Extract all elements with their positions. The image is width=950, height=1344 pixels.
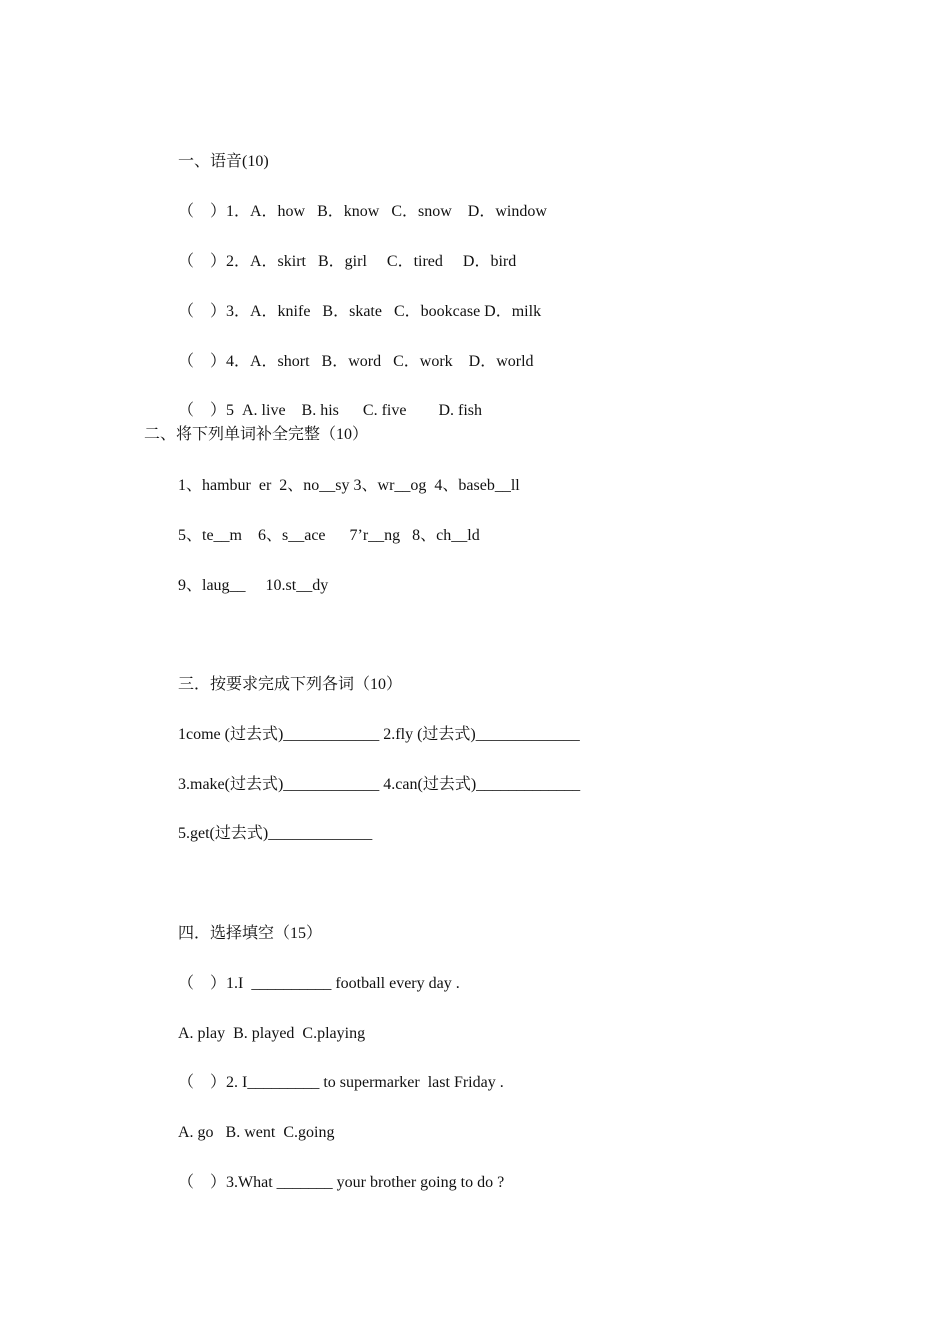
section3-heading: 三．按要求完成下列各词（10） bbox=[178, 676, 403, 693]
section2-line-3: 9、laug__ 10.st__dy bbox=[178, 577, 329, 594]
section3-line-2: 3.make(过去式)____________ 4.can(过去式)_____________ bbox=[178, 776, 581, 793]
section1-question-2: （ ）2．A．skirt B．girl C．tired D．bird bbox=[178, 253, 517, 270]
section4-question-1: （ ）1.I __________ football every day . bbox=[178, 975, 460, 992]
section4-heading: 四．选择填空（15） bbox=[178, 925, 323, 942]
section1-question-5: （ ）5 A. live B. his C. five D. fish bbox=[178, 402, 482, 419]
section2-line-1: 1、hambur er 2、no__sy 3、wr__og 4、baseb__ll bbox=[178, 477, 520, 494]
section1-question-1: （ ）1．A．how B．know C．snow D．window bbox=[178, 203, 547, 220]
section1-question-4: （ ）4．A．short B．word C．work D．world bbox=[178, 353, 534, 370]
section4-question-3: （ ）3.What _______ your brother going to do ? bbox=[178, 1174, 505, 1191]
section2-heading: 二、将下列单词补全完整（10） bbox=[144, 426, 369, 443]
section3-line-1: 1come (过去式)____________ 2.fly (过去式)_____________ bbox=[178, 726, 580, 743]
section1-heading: 一、语音(10) bbox=[178, 153, 269, 170]
section4-question-2: （ ）2. I_________ to supermarker last Friday . bbox=[178, 1074, 504, 1091]
section4-options-2: A. go B. went C.going bbox=[178, 1124, 335, 1141]
section3-line-3: 5.get(过去式)_____________ bbox=[178, 825, 373, 842]
section1-question-3: （ ）3．A．knife B．skate C．bookcase D．milk bbox=[178, 303, 542, 320]
section4-options-1: A. play B. played C.playing bbox=[178, 1025, 366, 1042]
section2-line-2: 5、te__m 6、s__ace 7’r__ng 8、ch__ld bbox=[178, 527, 480, 544]
